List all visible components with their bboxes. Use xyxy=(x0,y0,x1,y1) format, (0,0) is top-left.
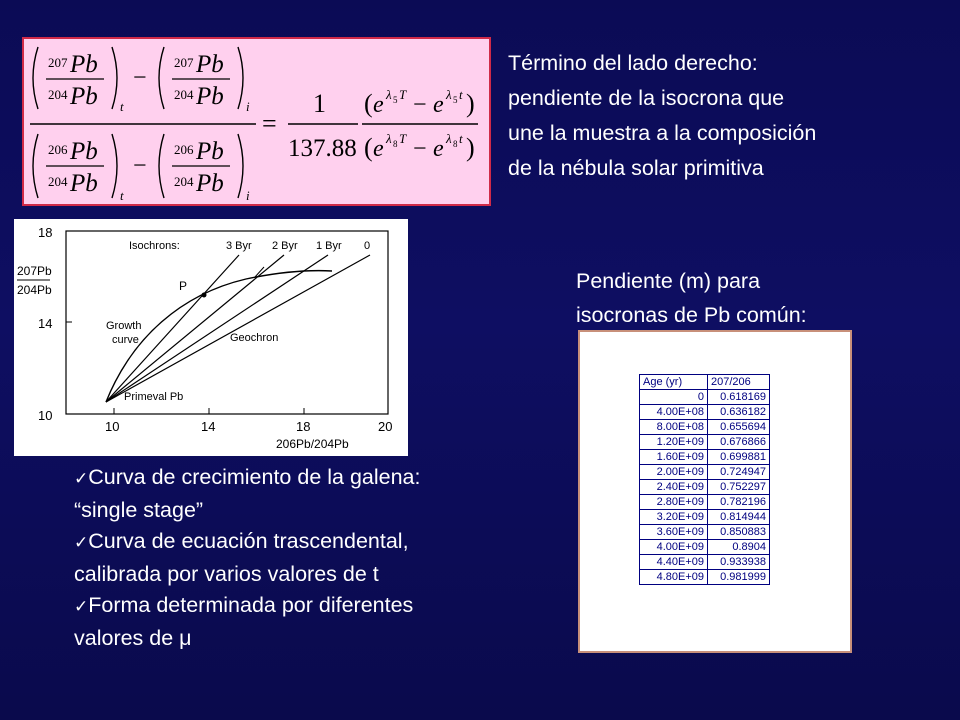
bullet-item xyxy=(74,526,514,590)
ratio-den-mass: 204 xyxy=(174,174,194,189)
bullet-text: Curva de crecimiento de la galena: “single stage” xyxy=(74,465,421,522)
ratio-den-element: Pb xyxy=(196,170,224,197)
growth-curve xyxy=(106,271,332,402)
cell-age: 0 xyxy=(640,390,708,405)
y-axis-label-bottom: 204Pb xyxy=(17,283,52,297)
cell-age: 3.60E+09 xyxy=(640,525,708,540)
isochrons-label: Isochrons: xyxy=(129,240,180,252)
table-row xyxy=(640,405,770,420)
table-row xyxy=(640,525,770,540)
cell-age: 2.80E+09 xyxy=(640,495,708,510)
svg-text:−: − xyxy=(413,136,427,162)
bullet-item xyxy=(74,590,514,654)
svg-text:8: 8 xyxy=(453,139,458,149)
table-row xyxy=(640,390,770,405)
x-tick-label: 10 xyxy=(105,419,120,434)
cell-age: 2.00E+09 xyxy=(640,465,708,480)
table-body xyxy=(640,390,770,585)
formula-box xyxy=(22,37,491,206)
svg-text:e: e xyxy=(373,136,384,162)
rhs-description: Término del lado derecho: pendiente de la isocrona que une la muestra a la composición de la nébula solar primitiva xyxy=(508,51,817,180)
cell-ratio: 0.981999 xyxy=(708,570,770,585)
cell-ratio: 0.782196 xyxy=(708,495,770,510)
cell-ratio: 0.752297 xyxy=(708,480,770,495)
y-tick-label: 14 xyxy=(38,316,53,331)
minus-sign: − xyxy=(133,153,147,179)
isochron-age-label: 2 Byr xyxy=(272,240,298,252)
cell-ratio: 0.676866 xyxy=(708,435,770,450)
cell-age: 4.00E+09 xyxy=(640,540,708,555)
subscript-i: i xyxy=(246,188,250,203)
bullet-item xyxy=(74,462,514,526)
svg-text:5: 5 xyxy=(453,95,458,105)
svg-text:λ: λ xyxy=(386,87,392,102)
cell-ratio: 0.850883 xyxy=(708,525,770,540)
svg-text:λ: λ xyxy=(386,131,392,146)
svg-text:T: T xyxy=(399,87,407,102)
cell-age: 8.00E+08 xyxy=(640,420,708,435)
table-row xyxy=(640,495,770,510)
subscript-i: i xyxy=(246,99,250,114)
minus-sign: − xyxy=(133,65,147,91)
x-axis-label: 206Pb/204Pb xyxy=(276,437,349,451)
table-frame xyxy=(578,330,852,653)
cell-ratio: 0.655694 xyxy=(708,420,770,435)
isochron-diagram-svg xyxy=(14,219,408,456)
cell-ratio: 0.724947 xyxy=(708,465,770,480)
exponential-ratio xyxy=(362,87,478,162)
svg-text:λ: λ xyxy=(446,87,452,102)
cell-age: 1.60E+09 xyxy=(640,450,708,465)
cell-ratio: 0.636182 xyxy=(708,405,770,420)
ratio-den-mass: 204 xyxy=(174,87,194,102)
table-row xyxy=(640,420,770,435)
geochron-label: Geochron xyxy=(230,332,279,344)
y-axis-label-top: 207Pb xyxy=(17,264,52,278)
svg-text:(: ( xyxy=(364,89,373,118)
svg-text:λ: λ xyxy=(446,131,452,146)
ratio-den-mass: 204 xyxy=(48,174,68,189)
svg-text:e: e xyxy=(433,92,444,118)
equals-sign: = xyxy=(262,109,277,138)
isochron-diagram xyxy=(14,219,408,456)
svg-text:): ) xyxy=(466,133,475,162)
check-icon: ✓ xyxy=(74,597,89,616)
cell-age: 4.80E+09 xyxy=(640,570,708,585)
ratio-num-mass: 206 xyxy=(48,142,68,157)
cell-ratio: 0.699881 xyxy=(708,450,770,465)
x-tick-label: 20 xyxy=(378,419,393,434)
ratio-den-mass: 204 xyxy=(48,87,68,102)
cell-ratio: 0.933938 xyxy=(708,555,770,570)
y-tick-label: 10 xyxy=(38,408,53,423)
check-icon: ✓ xyxy=(74,469,89,488)
point-p-marker xyxy=(202,293,207,298)
ratio-num-mass: 206 xyxy=(174,142,194,157)
subscript-t: t xyxy=(120,99,124,114)
age-ratio-table xyxy=(639,374,770,585)
svg-text:t: t xyxy=(459,131,463,146)
mu-symbol: μ xyxy=(179,625,192,650)
ratio-num-mass: 207 xyxy=(48,55,68,70)
numerator xyxy=(33,47,250,114)
svg-text:e: e xyxy=(373,92,384,118)
x-tick-label: 14 xyxy=(201,419,216,434)
cell-age: 2.40E+09 xyxy=(640,480,708,495)
table-header-row xyxy=(640,375,770,390)
table-row xyxy=(640,555,770,570)
table-row xyxy=(640,570,770,585)
denominator xyxy=(33,134,250,203)
cell-age: 4.00E+08 xyxy=(640,405,708,420)
primeval-pb-label: Primeval Pb xyxy=(124,391,184,403)
svg-text:T: T xyxy=(399,131,407,146)
table-row xyxy=(640,450,770,465)
isochron-age-label: 3 Byr xyxy=(226,240,252,252)
cell-age: 4.40E+09 xyxy=(640,555,708,570)
cell-ratio: 0.618169 xyxy=(708,390,770,405)
isochron-age-label: 1 Byr xyxy=(316,240,342,252)
ratio-num-mass: 207 xyxy=(174,55,194,70)
bullet-text: Curva de ecuación trascendental, calibrada por varios valores de t xyxy=(74,529,409,586)
svg-text:t: t xyxy=(459,87,463,102)
ratio-num-element: Pb xyxy=(70,138,98,165)
ratio-num-element: Pb xyxy=(196,51,224,78)
subscript-t: t xyxy=(120,188,124,203)
growth-curve-label-1: Growth xyxy=(106,320,142,332)
table-row xyxy=(640,540,770,555)
svg-text:e: e xyxy=(433,136,444,162)
bullet-text: Forma determinada por diferentes valores de xyxy=(74,593,414,650)
cell-age: 1.20E+09 xyxy=(640,435,708,450)
ratio-den-element: Pb xyxy=(70,83,98,110)
numerator-one: 1 xyxy=(313,89,326,118)
svg-text:(: ( xyxy=(364,133,373,162)
svg-text:5: 5 xyxy=(393,95,398,105)
header-age: Age (yr) xyxy=(640,375,708,390)
ratio-den-element: Pb xyxy=(196,83,224,110)
point-p-label: P xyxy=(179,279,188,293)
x-tick-label: 18 xyxy=(296,419,311,434)
table-row xyxy=(640,435,770,450)
bullet-list xyxy=(74,462,514,654)
check-icon: ✓ xyxy=(74,533,89,552)
svg-text:): ) xyxy=(466,89,475,118)
cell-ratio: 0.814944 xyxy=(708,510,770,525)
y-tick-label: 18 xyxy=(38,225,53,240)
isochron-slope-equation xyxy=(24,39,493,208)
cell-ratio: 0.8904 xyxy=(708,540,770,555)
geochron-line xyxy=(106,255,370,402)
svg-text:8: 8 xyxy=(393,139,398,149)
isochron-age-label: 0 xyxy=(364,240,371,252)
ratio-num-element: Pb xyxy=(196,138,224,165)
ratio-den-element: Pb xyxy=(70,170,98,197)
svg-text:−: − xyxy=(413,92,427,118)
cell-age: 3.20E+09 xyxy=(640,510,708,525)
ratio-constant: 137.88 xyxy=(288,135,357,162)
header-ratio: 207/206 xyxy=(708,375,770,390)
slope-heading: Pendiente (m) para isocronas de Pb común: xyxy=(576,269,807,327)
ratio-num-element: Pb xyxy=(70,51,98,78)
table-row xyxy=(640,510,770,525)
table-row xyxy=(640,480,770,495)
growth-curve-label-2: curve xyxy=(112,334,139,346)
table-row xyxy=(640,465,770,480)
